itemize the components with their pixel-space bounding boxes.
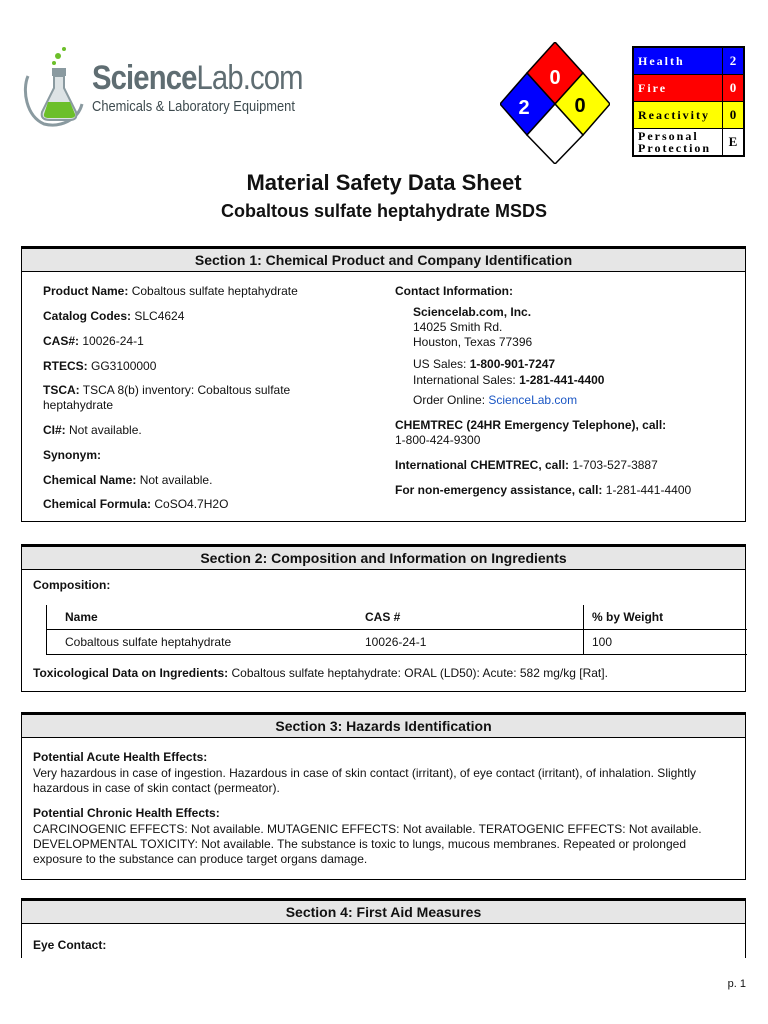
ingredient-name: Cobaltous sulfate heptahydrate xyxy=(47,630,348,655)
logo-tld: .com xyxy=(242,59,303,97)
synonym-line: Synonym: xyxy=(43,448,102,462)
non-emergency-line: For non-emergency assistance, call: 1-281-441-4400 xyxy=(395,483,692,497)
section-2-heading: Section 2: Composition and Information on Ingredients xyxy=(22,545,745,570)
section-1-heading: Section 1: Chemical Product and Company Identification xyxy=(22,247,745,272)
chemtrec-line: CHEMTREC (24HR Emergency Telephone), call: 1-800-424-9300 xyxy=(395,418,667,447)
nfpa-reactivity-value: 0 xyxy=(574,95,586,117)
section-2 xyxy=(21,544,746,692)
logo-brand-2: Lab xyxy=(196,59,243,97)
contact-info-label: Contact Information: xyxy=(395,284,513,298)
us-sales-line: US Sales: 1-800-901-7247 xyxy=(413,357,556,371)
acute-effects-label: Potential Acute Health Effects: xyxy=(33,750,208,764)
ingredients-table xyxy=(46,605,747,655)
ingredients-header-row xyxy=(47,605,748,630)
ingredients-col-name: Name xyxy=(47,605,348,630)
ci-line: CI#: Not available. xyxy=(43,423,142,437)
hmis-health-value: 2 xyxy=(723,47,745,75)
hmis-health-row xyxy=(633,47,744,75)
logo-wordmark xyxy=(92,60,337,116)
section-4-heading: Section 4: First Aid Measures xyxy=(22,899,745,924)
hmis-fire-row xyxy=(633,75,744,102)
company-name: Sciencelab.com, Inc. xyxy=(413,305,532,319)
catalog-codes-line: Catalog Codes: SLC4624 xyxy=(43,309,185,323)
section-3 xyxy=(21,712,746,880)
intl-sales-line: International Sales: 1-281-441-4400 xyxy=(413,373,605,387)
hmis-rating-table xyxy=(632,46,745,157)
logo-tagline: Chemicals & Laboratory Equipment xyxy=(92,98,295,115)
chronic-effects-text: CARCINOGENIC EFFECTS: Not available. MUTAGENIC EFFECTS: Not available. TERATOGENIC EFFECTS: Not available. DEVELOPMENTAL TOXICITY: Not available. The substance is toxic to lungs, mucous membranes. Repeated or prolonged exposure to the substance can produce target organs damage. xyxy=(33,822,702,866)
table-row xyxy=(47,630,748,655)
product-name-line: Product Name: Cobaltous sulfate heptahydrate xyxy=(43,284,298,298)
hmis-health-label: Health xyxy=(633,47,723,75)
ingredients-col-weight: % by Weight xyxy=(584,605,748,630)
ingredient-cas: 10026-24-1 xyxy=(347,630,584,655)
section-1 xyxy=(21,246,746,522)
nfpa-fire-value: 0 xyxy=(549,67,561,89)
tsca-line: TSCA: TSCA 8(b) inventory: Cobaltous sulfate heptahydrate xyxy=(43,383,291,412)
hmis-reactivity-value: 0 xyxy=(723,102,745,129)
section-3-heading: Section 3: Hazards Identification xyxy=(22,713,745,738)
hmis-protection-label: Personal Protection xyxy=(633,129,723,157)
cas-line: CAS#: 10026-24-1 xyxy=(43,334,144,348)
hmis-protection-value: E xyxy=(723,129,745,157)
address-line-1: 14025 Smith Rd. xyxy=(413,320,503,334)
nfpa-health-value: 2 xyxy=(518,97,530,119)
hmis-reactivity-row xyxy=(633,102,744,129)
document-subtitle: Cobaltous sulfate heptahydrate MSDS xyxy=(220,201,548,221)
chemical-formula-line: Chemical Formula: CoSO4.7H2O xyxy=(43,497,229,511)
rtecs-line: RTECS: GG3100000 xyxy=(43,359,157,373)
hmis-fire-label: Fire xyxy=(633,75,723,102)
address-line-2: Houston, Texas 77396 xyxy=(413,335,533,349)
flask-icon xyxy=(25,47,82,125)
eye-contact-label: Eye Contact: xyxy=(33,938,107,952)
nfpa-diamond xyxy=(500,42,610,164)
page-number: p. 1 xyxy=(727,978,746,990)
acute-effects-text: Very hazardous in case of ingestion. Hazardous in case of skin contact (irritant), of eye contact (irritant), of inhalation. Slightly hazardous in case of skin contact (permeator). xyxy=(33,766,696,795)
order-online-link[interactable]: ScienceLab.com xyxy=(488,393,578,407)
order-online-line: Order Online: ScienceLab.com xyxy=(413,393,578,407)
composition-label: Composition: xyxy=(33,578,111,592)
hmis-protection-row xyxy=(633,129,744,157)
ingredients-col-cas: CAS # xyxy=(365,610,401,624)
toxicological-data-line: Toxicological Data on Ingredients: Cobaltous sulfate heptahydrate: ORAL (LD50): Acute: 582 mg/kg [Rat]. xyxy=(33,666,608,680)
chronic-effects-label: Potential Chronic Health Effects: xyxy=(33,806,220,820)
ingredient-weight: 100 xyxy=(584,630,748,655)
chemical-name-line: Chemical Name: Not available. xyxy=(43,473,213,487)
logo-brand: Science xyxy=(92,59,197,97)
hmis-fire-value: 0 xyxy=(723,75,745,102)
hmis-reactivity-label: Reactivity xyxy=(633,102,723,129)
section-4 xyxy=(21,898,746,958)
intl-chemtrec-line: International CHEMTREC, call: 1-703-527-3887 xyxy=(395,458,658,472)
document-title: Material Safety Data Sheet xyxy=(246,170,522,195)
